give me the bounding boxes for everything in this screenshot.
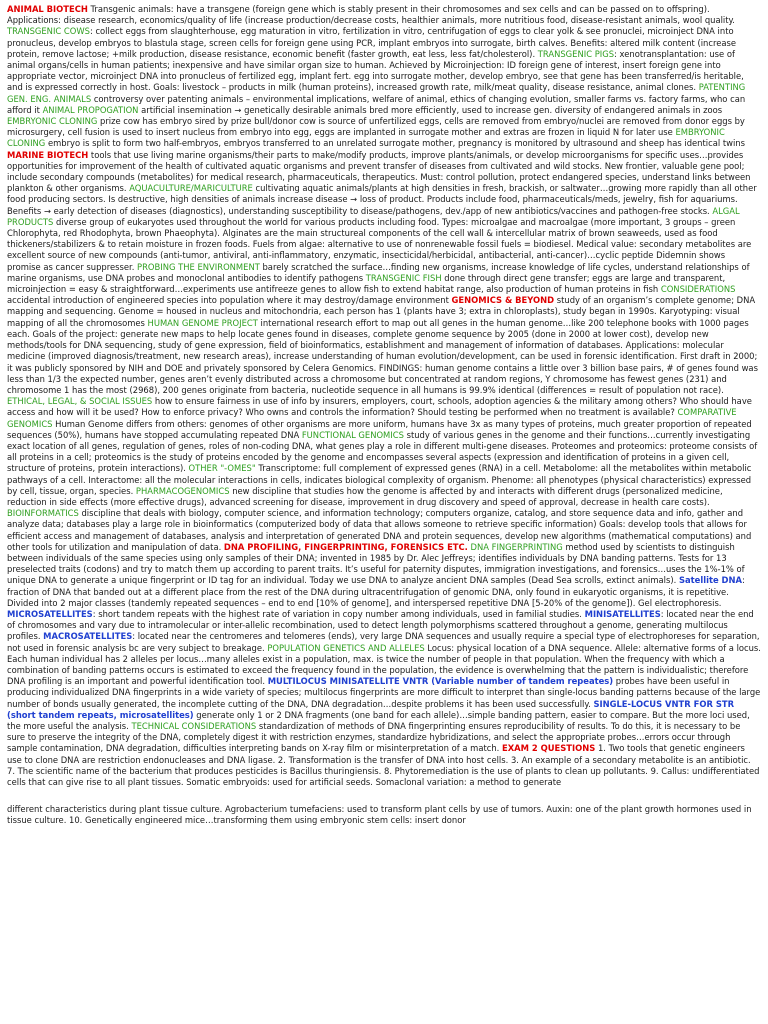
body-text: : located near the end of chromosomes and vary due to intramolecular or inter-allelic recombination, used to detect length polymorphisms scattered throughout a genome, generating multilocus profiles. (7, 608, 754, 642)
body-text: study of various genes in the genome and their functions…currently investigating exact location of all genes, regulation of genes, roles of non-coding DNA, what genes play a role in different multi-gene diseases. Proteomes and proteomics: proteome consists of all proteins in a cell; proteomics is the study of proteins encoded by the genome and encompasses several aspects (expression and identification of proteins in a given cell, structure of proteins, protein interactions). (7, 429, 758, 474)
body-text: controversy over patenting animals – environmental implications, welfare of animal, ethics of changing evolution, smaller farms vs. factory farms, who can afford it (7, 93, 746, 115)
body-text: accidental introduction of engineered species into population where it may destroy/damage environment (7, 295, 452, 306)
section-heading: DNA PROFILING, FINGERPRINTING, FORENSICS ETC. (223, 541, 468, 552)
topic-heading: DNA FINGERPRINTING (470, 541, 563, 552)
subtopic-heading: MINISATELLITES (584, 608, 661, 619)
body-text: Transgenic animals: have a transgene (foreign gene which is stably present in their chromosomes and sex cells and can be passed on to offspring). Applications: disease research, economics/quality of life (increase production/decrease costs, healthier animals, more nutritious food, disease-resistant animals, wool quality. (7, 4, 735, 26)
subtopic-heading: MICROSATELLITES (7, 608, 93, 619)
body-text: generate only 1 or 2 DNA fragments (one band for each allele)…simple banding pattern, easier to compare. But the more loci used, the more useful the analysis. (7, 709, 750, 731)
body-text: prize cow has embryo sired by prize bull/donor cow is source of unfertilized eggs, cells are removed from embryo/nuclei are removed from donor eggs by microsurgery, cell fusion is used to insert nucleus from embryo into egg, eggs are implanted in surrogate mother and extras are frozen in liquid N for later use (7, 116, 745, 138)
topic-heading: CONSIDERATIONS (660, 284, 736, 295)
body-text: how to ensure fairness in use of info by insurers, employers, court, schools, adoption agencies & the military among others? Who should have access and how will it be used? How to enforce privacy? Who owns and controls the information? Should testing be performed when no treatment is available? (7, 396, 752, 418)
body-text: standardization of methods of DNA fingerprinting ensures reproducibility of results. To do this, it is necessary to be sure to preserve the integrity of the DNA, completely digest it with restriction enzymes, standardize hybridizations, and select the appropriate probes…errors occur through sample contamination, DNA degradation, difficulties interpreting bands on X-ray film or misinterpretation of a match. (7, 721, 741, 754)
topic-heading: FUNCTIONAL GENOMICS (301, 429, 404, 440)
topic-heading: AQUACULTURE/MARICULTURE (129, 183, 253, 194)
body-text: study of an organism’s complete genome; DNA mapping and sequencing. Genome = housed in nucleus and mitochondria, each person has 1 (plants have 3; extra in chloroplasts), study began in 1990s. Karyotyping: visual mapping of all the chromosomes (7, 295, 756, 328)
body-text: : xenotransplantation: use of animal organs/cells in human patients; inexpensive and have similar organ size to human. Achieved by Microinjection: ID foreign gene of interest, insert foreign gene into appropriate vector, microinject DNA into pronucleus of fertilized egg, implant fert. egg into surrogate mother, develop embryo, see that gene has been transferred/is heritable, and is expressed correctly in host. Goals: livestock – products in milk (human proteins), increased growth rate, milk/meat quality, disease resistance, animal clones. (7, 48, 744, 93)
body-text: method used by scientists to distinguish between individuals of the same species using only samples of their DNA; invented in 1985 by Dr. Alec Jeffreys; identifies individuals by DNA banding patterns. Tests for 13 preselected traits (codons) and try to match them up according to parent traits. It’s useful for paternity disputes, immigration investigations, and forensics…uses the 1%-1% of unique DNA to generate a unique fingerprint or ID tag for an individual. Today we use DNA to analyze ancient DNA samples (Dead Sea scrolls, extinct animals). (7, 541, 745, 586)
body-text: 1. Two tools that genetic engineers use to clone DNA are restriction endonucleases and DNA ligase. 2. Transformation is the transfer of DNA into host cells. 3. An example of a secondary metabolite is an antibiotic. 7. The scientific name of the bacterium that produces pesticides is Bacillus thuringiensis. 8. Phytoremediation is the use of plants to clean up pollutants. 9. Callus: undifferentiated cells that can give rise to all plant tissues. Somatic embryoids: used for artificial seeds. Somaclonal variation: a method to generate (7, 743, 760, 788)
section-heading: ANIMAL BIOTECH (7, 4, 88, 14)
subtopic-heading: SINGLE-LOCUS VNTR FOR STR (short tandem repeats, microsatellites) (7, 698, 735, 720)
topic-heading: TECHNICAL CONSIDERATIONS (131, 721, 257, 731)
topic-heading: OTHER "-OMES" (188, 463, 256, 474)
topic-heading: BIOINFORMATICS (7, 508, 79, 519)
body-text: : located near the centromeres and telomeres (ends), very large DNA sequences and usually require a special type of electrophoreses for separation, not used in forensic analysis bc are very subject to breakage. (7, 631, 760, 653)
topic-heading: ANIMAL PROPOGATION (42, 104, 139, 115)
body-text: international research effort to map out all genes in the human genome…like 200 telephone books with 1000 pages each. Goals of the project: generate new maps to help locate genes found in diseases, complete genome sequence by 2005 (done in 2000 at lower cost), develop new methods/tools for DNA sequencing, study of gene expression, field of bioinformatics, establishment and management of information of databases. Applications: molecular medicine (improved diagnosis/treatment, new research areas), increase understanding of human evolution/development, can be used in forensic identification. First draft in 2000; it was publicly sponsored by NIH and DOE and privately sponsored by Celera Genomics. FINDINGS: human genome contains a little over 3 billion base pairs, # of genes found was less than 1/3 the expected number, genes aren’t evenly distributed across a chromosome but concentrated at random regions, Y chromosome has fewest genes (231) and chromosome 1 has the most (2968), 200 genes originate from bacteria, nucleotide sequence in all humans is 99.9% identical (differences = result of population not race). (7, 317, 758, 395)
body-text: discipline that deals with biology, computer science, and information technology; computers organize, catalog, and store sequence data and info, gather and analyze data; databases play a large role in bioinformatics (computerized body of data that allows someone to retrieve specific information) Goals: develop tools that allows for efficient access and management of databases, analysis and interpretation of generated DNA and protein sequences, develop new algorithms (mathematical computations) and other tools for utilization and manipulation of data. (7, 508, 752, 552)
body-text: : fraction of DNA that banded out at a different place from the rest of the DNA during ultracentrifugation of genomic DNA, only found in eukaryotic organisms, it is repetitive. Divided into 2 major classes (tandemly repeated sequences – end to end [10% of genome], and interspersed repetitive DNA [5-20% of the genome]). Gel electrophoresis. (7, 575, 745, 608)
body-text: : collect eggs from slaughterhouse, egg maturation in vitro, fertilization in vitro, centrifugation of eggs to clear yolk & see pronuclei, microinject DNA into pronucleus, develop embryos to blastula stage, screen cells for foreign gene using PCR, implant embryos into surrogate, birth calves. Benefits: altered milk content (increase protein, remove lactose; +milk production, disease resistance, economic benefit (faster growth, eat less, less fat/cholesterol). (7, 26, 737, 59)
topic-heading: TRANSGENIC PIGS (537, 48, 615, 59)
subtopic-heading: MACROSATELLITES (43, 631, 133, 642)
section-heading: EXAM 2 QUESTIONS (501, 743, 596, 754)
topic-heading: PHARMACOGENOMICS (135, 485, 230, 496)
paragraph-gap (7, 788, 761, 804)
body-text: Human Genome differs from others: genomes of other organisms are more uniform, humans have 3x as many types of proteins, much greater proportion of repeated sequences (50%), humans have stopped accumulating repeated DNA (7, 418, 752, 440)
body-text: cultivating aquatic animals/plants at high densities in fresh, brackish, or saltwater…growing more rapidly than all other food producing sectors. Is destructive, high densities of animals increase disease → loss of product. Products include food, pharmaceuticals/meds, jewelry, fish for aquariums. Benefits → early detection of diseases (diagnostics), understanding susceptibility to disease/pathogens, dev./app of new antibiotics/vaccines and pathogen-free stocks. (7, 183, 757, 216)
body-text: tools that use living marine organisms/their parts to make/modify products, improve plants/animals, or develop microorganisms for specific uses…provides opportunities for improvement of the health of cultivated aquatic organisms and prevent transfer of diseases from cultivated and wild stocks. New frontier, valuable gene pool; include secondary compounds (metabolites) for medical research, pharmaceuticals, therapeutics. Must: control pollution, protect endangered species, understand links between plankton & other organisms. (7, 149, 751, 194)
topic-heading: HUMAN GENOME PROJECT (147, 317, 258, 328)
body-text: done through direct gene transfer; eggs are large and transparent, microinjection = easy & straightforward…experiments use antifreeze genes to allow fish to extend habitat range, also production of human proteins in fish (7, 272, 726, 295)
body-text: new discipline that studies how the genome is affected by and interacts with different drugs (personalized medicine, reduction in side effects (more effective drugs), advanced screening for disease, improvement in drug discovery and speed of approval, decrease in health care costs). (7, 485, 723, 507)
body-text: barely scratched the surface…finding new organisms, increase knowledge of life cycles, understand relationships of marine organisms, use DNA probes and monoclonal antibodies to identify pathogens (7, 261, 750, 283)
topic-heading: POPULATION GENETICS AND ALLELES (267, 642, 425, 653)
study-notes-text (7, 4, 761, 827)
body-text: : short tandem repeats with the highest rate of variation in copy number among individuals, used in familial studies. (92, 608, 585, 619)
body-text: probes have been useful in producing individualized DNA fingerprints in a wide variety of species; multilocus fingerprints are more difficult to interpret than single-locus banding patterns because of the large number of bonds usually generated, the incomplete cutting of the DNA, DNA degradation…despite problems it has been used successfully. (7, 676, 761, 709)
continuation-paragraph: different characteristics during plant tissue culture. Agrobacterium tumefaciens: used to transform plant cells by use of tumors. Auxin: one of the plant growth hormones used in tissue culture. 10. Genetically engineered mice…transforming them using embryonic stem cells: insert donor (7, 804, 752, 826)
main-paragraph (7, 4, 761, 788)
topic-heading: TRANSGENIC FISH (365, 272, 442, 283)
topic-heading: ETHICAL, LEGAL, & SOCIAL ISSUES (7, 396, 153, 407)
body-text: Locus: physical location of a DNA sequence. Allele: alternative forms of a locus. Each human individual has 2 alleles per locus…many alleles exist in a population, max. is twice the number of people in that population. When the frequency with which a combination of banding patterns occurs is estimated to exceed the frequency found in the population, the evidence is overwhelming that the pattern is individualistic; therefore DNA profiling is an important and powerful identification tool. (7, 642, 761, 687)
topic-heading: COMPARATIVE GENOMICS (7, 407, 737, 429)
topic-heading: EMBRYONIC CLONING (7, 116, 98, 127)
body-text: Transcriptome: full complement of expressed genes (RNA) in a cell. Metabolome: all the metabolites within metabolic pathways of a cell. Interactome: all the molecular interactions in cells, indicates biological complexity of organism. Phenome: all phenotypes (physical characteristics) expressed by cell, tissue, organ, species. (7, 463, 752, 496)
topic-heading: EMBRYONIC CLONING (7, 127, 725, 149)
topic-heading: TRANSGENIC COWS (7, 26, 90, 37)
section-heading: MARINE BIOTECH (7, 149, 89, 160)
topic-heading: ALGAL PRODUCTS (7, 205, 740, 227)
body-text: artificial insemination → genetically desirable animals bred more efficiently, used to increase gen. diversity of endangered animals in zoos (138, 104, 723, 115)
subtopic-heading: Satellite DNA (678, 575, 742, 586)
body-text: diverse group of eukaryotes used throughout the world for various products including food. Types: microalgae and macroalgae (more important, 3 groups – green Chlorophyta, red Rhodophyta, brown Phaeophyta). Alginates are the main structureal components of the cell wall & intercellular matrix of brown seaweeds, used as food thickeners/stabilizers & to retain moisture in frozen foods. Fuels from algae: alternative to use of nonrenewable fossil fuels = biodiesel. Medical value: secondary metabolites are excellent source of new compounds (anti-tumor, antiviral, anti-inflammatory, enzymatic, insecticidal/herbicidal, antibacterial, anti-cancer)…cyclic peptide Didemnin shows promise as cancer suppresser. (7, 216, 752, 272)
subtopic-heading: MULTILOCUS MINISATELLITE VNTR (Variable number of tandem repeates) (267, 676, 614, 687)
body-text: embryo is split to form two half-embryos, embryos transferred to an unrelated surrogate mother, pregnancy is monitored by ultrasound and sheep has identical twins (45, 138, 745, 149)
section-heading: GENOMICS & BEYOND (451, 295, 555, 306)
topic-heading: PROBING THE ENVIRONMENT (137, 261, 260, 272)
topic-heading: PATENTING GEN. ENG. ANIMALS (7, 82, 746, 104)
